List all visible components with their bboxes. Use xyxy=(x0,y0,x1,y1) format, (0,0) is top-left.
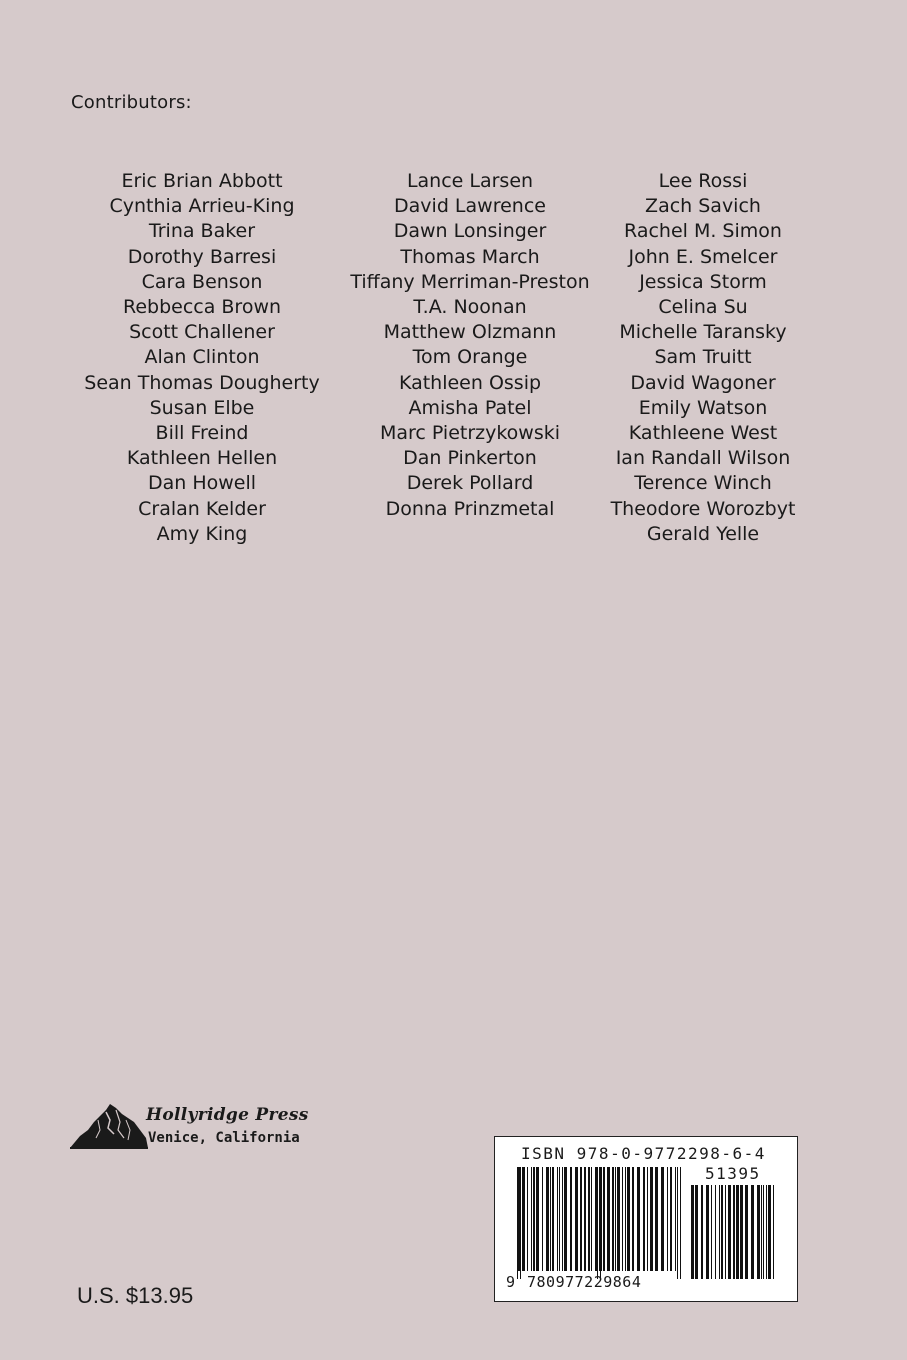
contributor-name: Kathleene West xyxy=(628,422,778,445)
contributor-name: Gerald Yelle xyxy=(646,522,760,545)
contributors-heading: Contributors: xyxy=(71,92,192,113)
contributor-name: Lance Larsen xyxy=(406,170,534,192)
publisher-imprint xyxy=(70,1098,310,1154)
isbn-barcode xyxy=(494,1136,798,1302)
contributor-name: Terence Winch xyxy=(634,472,772,495)
contributor-name: Celina Su xyxy=(658,296,748,319)
mountain-logo-icon xyxy=(70,1100,148,1150)
contributor-name: Sam Truitt xyxy=(654,346,752,369)
contributor-name: David Lawrence xyxy=(394,195,546,218)
contributor-name: Trina Baker xyxy=(148,220,256,243)
contributor-name: Sean Thomas Dougherty xyxy=(84,371,320,394)
contributor-name: Susan Elbe xyxy=(149,396,255,419)
contributor-name: T.A. Noonan xyxy=(413,296,527,319)
isbn-label: ISBN 978-0-9772298-6-4 xyxy=(521,1144,766,1163)
ean-digits: 780977229864 xyxy=(527,1273,642,1291)
contributor-name: Emily Watson xyxy=(638,396,768,419)
contributors-column-3 xyxy=(573,169,833,547)
contributors-column-2 xyxy=(340,169,600,522)
contributor-name: Dan Pinkerton xyxy=(403,447,537,470)
contributor-name: Donna Prinzmetal xyxy=(385,497,555,520)
contributor-name: John E. Smelcer xyxy=(628,245,778,268)
contributor-name: Michelle Taransky xyxy=(619,321,787,344)
contributor-name: Dan Howell xyxy=(147,472,257,495)
contributor-name: Dorothy Barresi xyxy=(127,245,277,268)
contributor-name: Cara Benson xyxy=(141,270,263,293)
publisher-location: Venice, California xyxy=(148,1130,300,1146)
price-label: U.S. $13.95 xyxy=(77,1283,194,1308)
publisher-name: Hollyridge Press xyxy=(146,1105,309,1125)
contributor-name: Matthew Olzmann xyxy=(383,321,557,344)
contributor-name: Eric Brian Abbott xyxy=(121,170,283,192)
contributor-name: Amy King xyxy=(156,522,248,545)
contributor-name: Rebbecca Brown xyxy=(122,296,282,319)
contributor-name: Kathleen Ossip xyxy=(398,371,542,394)
contributor-name: Tiffany Merriman-Preston xyxy=(350,270,590,293)
contributor-name: Cynthia Arrieu-King xyxy=(109,195,295,218)
contributor-name: Marc Pietrzykowski xyxy=(379,422,561,445)
contributor-name: Zach Savich xyxy=(645,195,761,218)
ean-first-digit: 9 xyxy=(506,1273,516,1291)
contributor-name: Lee Rossi xyxy=(658,170,748,192)
contributors-column-1 xyxy=(72,169,332,547)
contributor-name: Theodore Worozbyt xyxy=(610,497,796,520)
barcode-addon-code: 51395 xyxy=(705,1164,761,1183)
contributor-name: Jessica Storm xyxy=(639,270,767,293)
contributor-name: Bill Freind xyxy=(155,422,249,445)
contributor-name: Scott Challener xyxy=(129,321,275,344)
contributor-name: Derek Pollard xyxy=(406,472,534,495)
contributor-name: Kathleen Hellen xyxy=(126,447,278,470)
contributor-name: Thomas March xyxy=(400,245,540,268)
contributor-name: Alan Clinton xyxy=(144,346,260,369)
contributor-name: Ian Randall Wilson xyxy=(615,447,791,470)
contributor-name: Dawn Lonsinger xyxy=(393,220,547,243)
contributor-name: Amisha Patel xyxy=(408,396,532,419)
contributor-name: Cralan Kelder xyxy=(138,497,266,520)
contributor-name: Rachel M. Simon xyxy=(624,220,782,243)
contributor-name: David Wagoner xyxy=(630,371,776,394)
contributor-name: Tom Orange xyxy=(412,346,528,369)
